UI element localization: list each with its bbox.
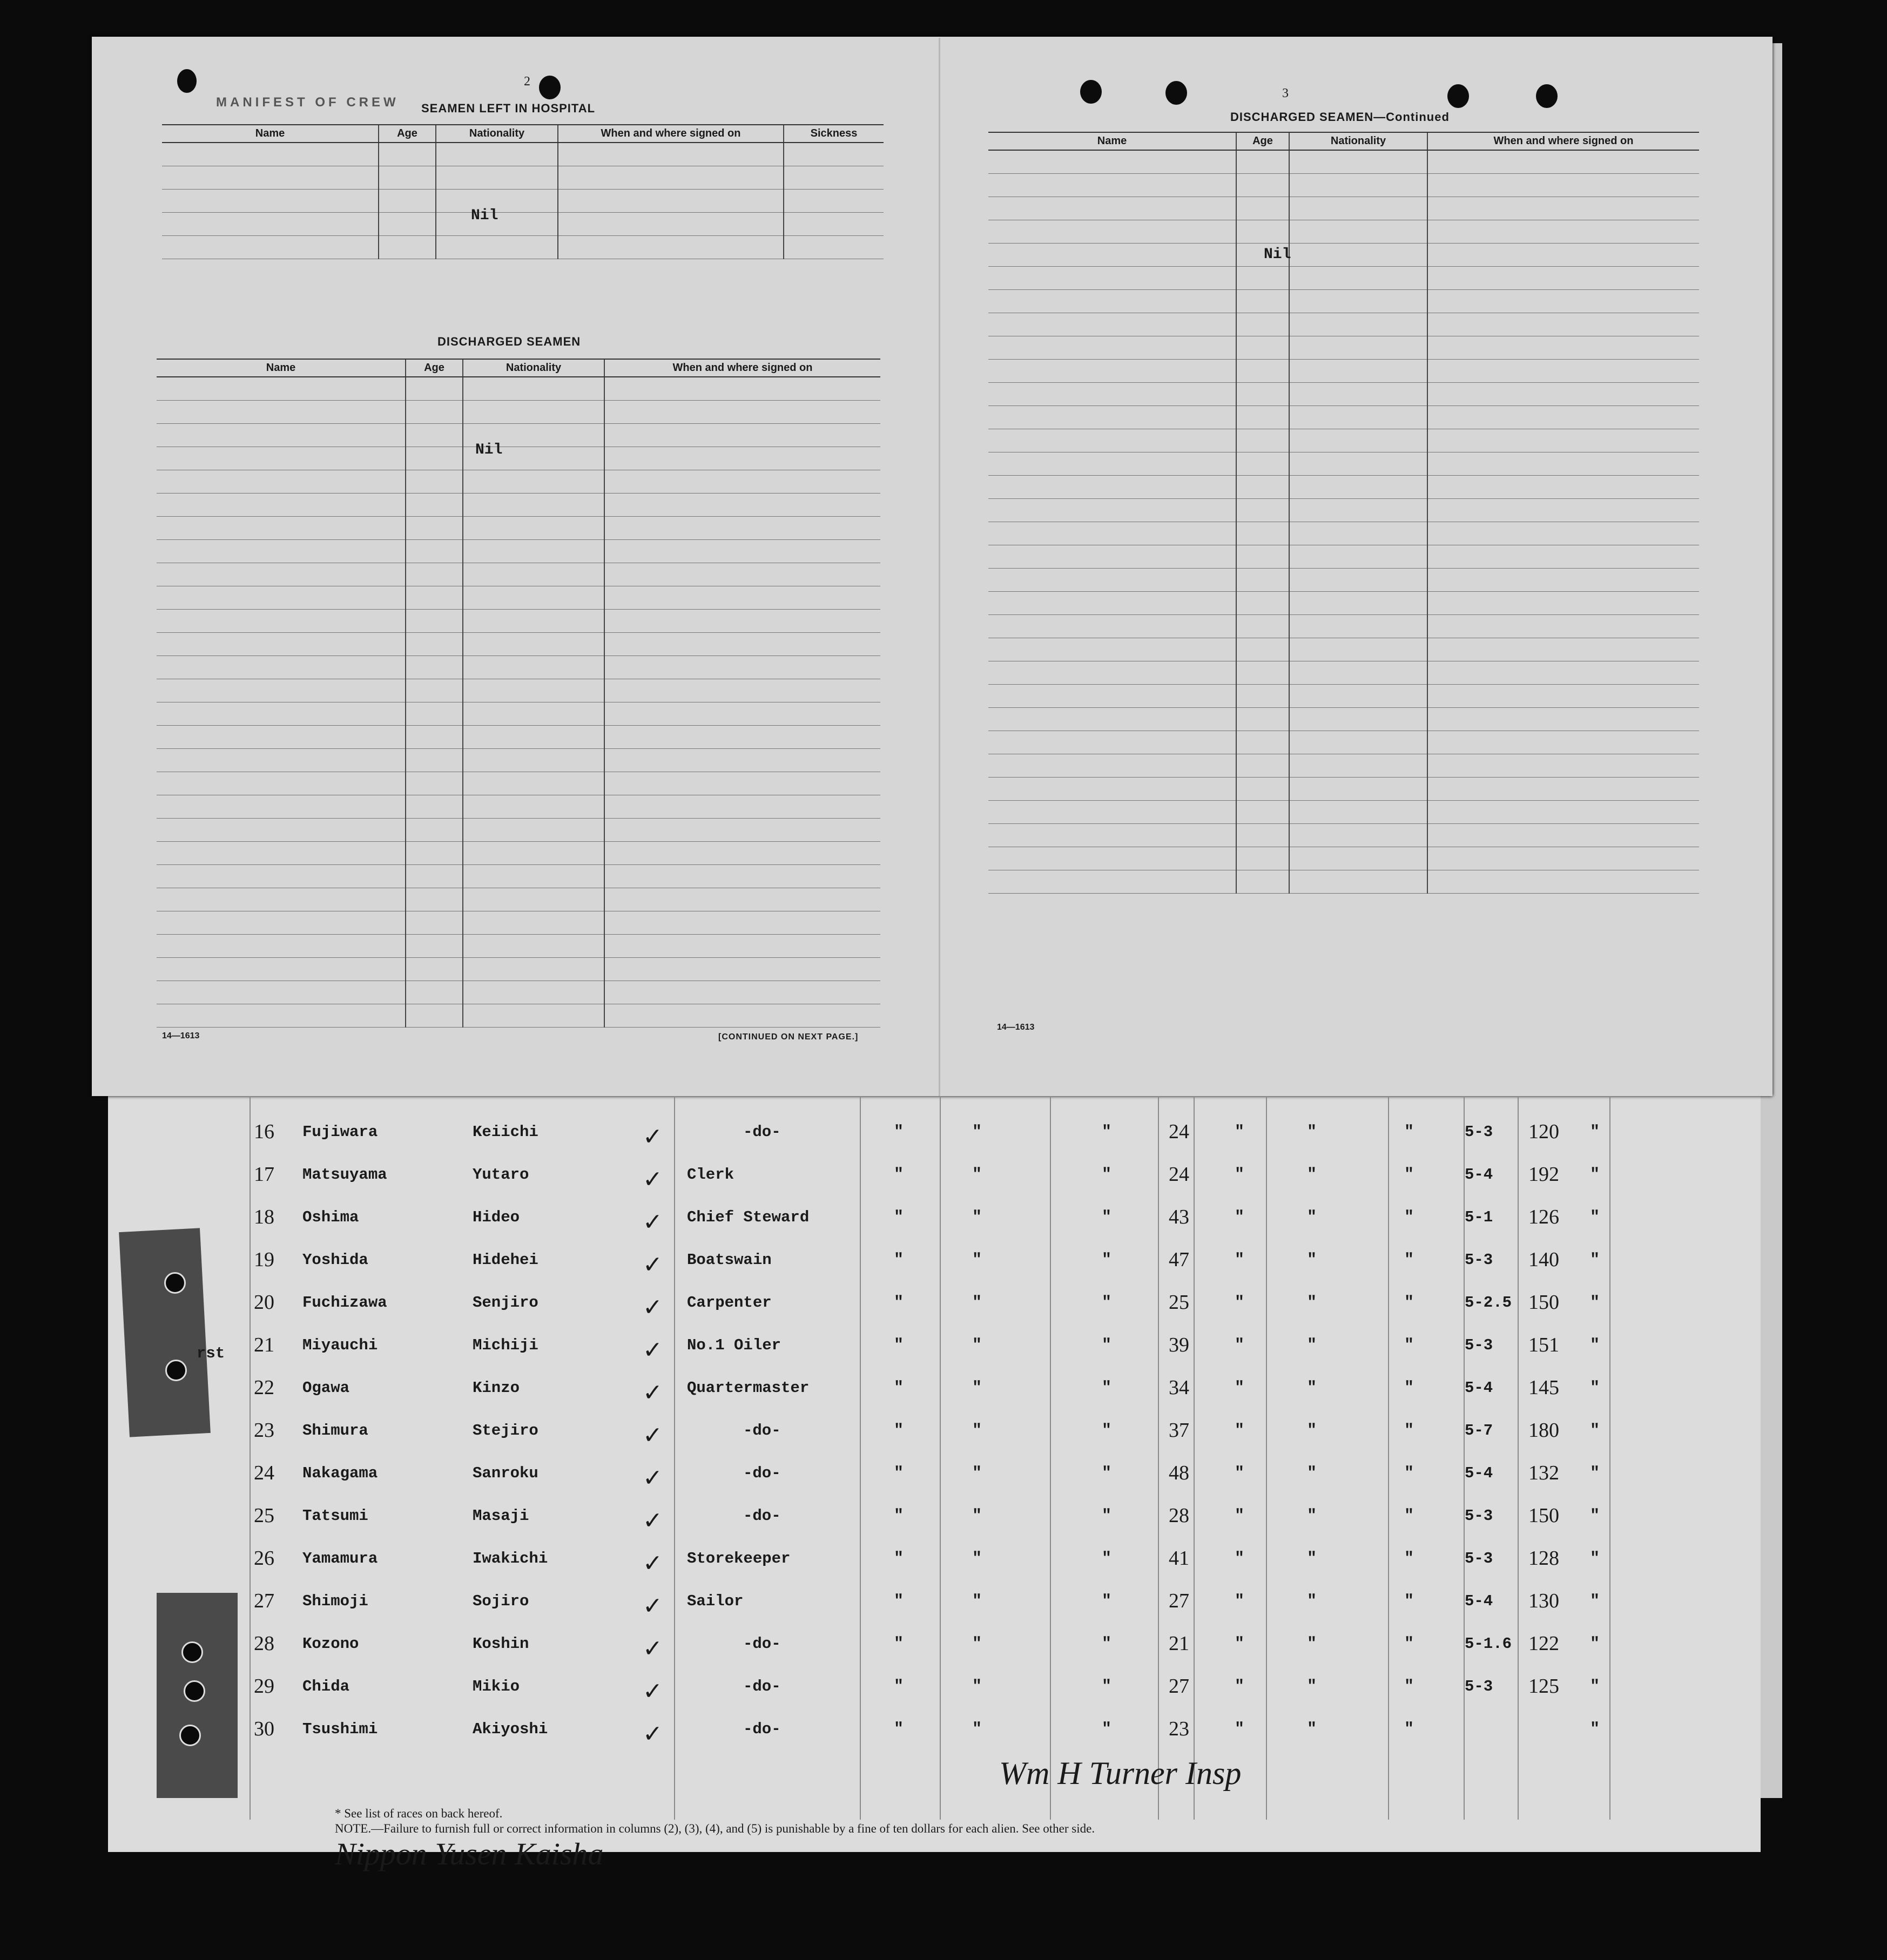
cell-height: 5-2.5 — [1465, 1294, 1512, 1312]
ditto-mark-icon: " — [894, 1550, 904, 1568]
ditto-mark-icon: " — [1307, 1507, 1317, 1525]
cell-age: 48 — [1169, 1462, 1189, 1484]
table-row — [0, 1592, 1728, 1625]
ditto-mark-icon: " — [972, 1294, 982, 1312]
ditto-mark-icon: " — [894, 1379, 904, 1397]
column-rule — [1518, 1096, 1519, 1820]
ditto-mark-icon: " — [972, 1123, 982, 1141]
ditto-mark-icon: " — [1235, 1123, 1245, 1141]
ditto-mark-icon: " — [1235, 1422, 1245, 1440]
ditto-mark-icon: " — [1404, 1166, 1414, 1184]
cell-height: 5-4 — [1465, 1379, 1493, 1397]
table-row — [0, 1376, 1728, 1411]
ditto-mark-icon: " — [1307, 1336, 1317, 1355]
check-mark-icon: ✓ — [643, 1422, 663, 1449]
ditto-mark-icon: " — [1235, 1336, 1245, 1355]
check-mark-icon: ✓ — [643, 1465, 663, 1491]
cell-given: Yutaro — [473, 1166, 529, 1184]
cell-surname: Fuchizawa — [302, 1294, 387, 1312]
cell-no: 30 — [254, 1718, 274, 1740]
footnote-note: NOTE.—Failure to furnish full or correct information in columns (2), (3), (4), and (5) is punishable by a fine of ten dollars for each alien. See other side. — [335, 1822, 1095, 1835]
col-header-age: Age — [1236, 132, 1289, 150]
ditto-mark-icon: " — [1102, 1251, 1112, 1269]
table-row — [0, 1120, 1728, 1155]
table-row — [0, 1675, 1728, 1710]
cell-age: 27 — [1169, 1590, 1189, 1612]
cell-weight: 132 — [1528, 1462, 1559, 1484]
ditto-mark-icon: " — [1590, 1507, 1600, 1525]
ditto-mark-icon: " — [1590, 1678, 1600, 1696]
ditto-mark-icon: " — [1307, 1166, 1317, 1184]
cell-no: 21 — [254, 1334, 274, 1356]
column-rule — [1158, 1096, 1159, 1820]
ditto-mark-icon: " — [894, 1507, 904, 1525]
ditto-mark-icon: " — [1404, 1251, 1414, 1269]
ditto-mark-icon: " — [1102, 1464, 1112, 1483]
ditto-mark-icon: " — [1102, 1422, 1112, 1440]
ditto-mark-icon: " — [1590, 1422, 1600, 1440]
cell-age: 47 — [1169, 1248, 1189, 1271]
cell-height: 5-3 — [1465, 1507, 1493, 1525]
ditto-mark-icon: " — [1235, 1678, 1245, 1696]
ditto-mark-icon: " — [894, 1294, 904, 1312]
cell-weight: 180 — [1528, 1419, 1559, 1442]
cell-no: 17 — [254, 1163, 274, 1186]
ditto-mark-icon: " — [894, 1422, 904, 1440]
check-mark-icon: ✓ — [643, 1550, 663, 1577]
ditto-mark-icon: " — [894, 1720, 904, 1739]
ditto-mark-icon: " — [972, 1635, 982, 1653]
punch-hole — [539, 76, 561, 99]
page-number: 3 — [1282, 86, 1289, 100]
ditto-mark-icon: " — [894, 1123, 904, 1141]
ditto-mark-icon: " — [1590, 1464, 1600, 1483]
cell-position: -do- — [743, 1720, 781, 1738]
ditto-mark-icon: " — [1102, 1592, 1112, 1611]
hospital-section-title: SEAMEN LEFT IN HOSPITAL — [421, 102, 596, 115]
ditto-mark-icon: " — [972, 1592, 982, 1611]
ditto-mark-icon: " — [1590, 1592, 1600, 1611]
cell-surname: Ogawa — [302, 1379, 350, 1397]
cell-surname: Chida — [302, 1678, 350, 1695]
ditto-mark-icon: " — [894, 1592, 904, 1611]
table-row — [0, 1163, 1728, 1198]
cell-weight: 126 — [1528, 1206, 1559, 1228]
ditto-mark-icon: " — [1404, 1294, 1414, 1312]
cell-age: 39 — [1169, 1334, 1189, 1356]
ditto-mark-icon: " — [1307, 1422, 1317, 1440]
cell-height: 5-1 — [1465, 1208, 1493, 1226]
table-row — [0, 1547, 1728, 1582]
cell-surname: Tsushimi — [302, 1720, 378, 1738]
ditto-mark-icon: " — [1102, 1336, 1112, 1355]
table-row — [0, 1336, 1728, 1369]
cell-no: 27 — [254, 1590, 274, 1612]
crossed-out-header: MANIFEST OF CREW — [216, 95, 399, 110]
col-header-name: Name — [157, 359, 406, 377]
ditto-mark-icon: " — [1102, 1507, 1112, 1525]
cell-no: 26 — [254, 1547, 274, 1570]
cell-surname: Tatsumi — [302, 1507, 368, 1525]
discharged-table — [157, 359, 880, 1028]
col-header-age: Age — [406, 359, 463, 377]
cell-weight: 122 — [1528, 1632, 1559, 1655]
ditto-mark-icon: " — [1102, 1635, 1112, 1653]
col-header-name: Name — [988, 132, 1236, 150]
ditto-mark-icon: " — [972, 1550, 982, 1568]
discharged-continued-title: DISCHARGED SEAMEN—Continued — [1230, 110, 1450, 124]
ditto-mark-icon: " — [1404, 1422, 1414, 1440]
cell-weight: 192 — [1528, 1163, 1559, 1186]
discharged-continued-nil-entry: Nil — [1264, 246, 1291, 263]
table-row — [0, 1504, 1728, 1539]
punch-hole — [177, 69, 197, 93]
check-mark-icon: ✓ — [643, 1294, 663, 1321]
check-mark-icon: ✓ — [643, 1166, 663, 1193]
cell-age: 25 — [1169, 1291, 1189, 1314]
ditto-mark-icon: " — [894, 1336, 904, 1355]
cell-height: 5-4 — [1465, 1166, 1493, 1184]
ditto-mark-icon: " — [894, 1166, 904, 1184]
ditto-mark-icon: " — [1307, 1720, 1317, 1739]
cell-surname: Kozono — [302, 1635, 359, 1653]
cell-age: 37 — [1169, 1419, 1189, 1442]
cell-position: Chief Steward — [687, 1208, 810, 1226]
ditto-mark-icon: " — [1102, 1166, 1112, 1184]
cell-position: Boatswain — [687, 1251, 772, 1269]
table-row — [0, 1464, 1728, 1497]
cell-age: 43 — [1169, 1206, 1189, 1228]
discharged-section-title: DISCHARGED SEAMEN — [437, 335, 581, 348]
ditto-mark-icon: " — [1404, 1464, 1414, 1483]
ditto-mark-icon: " — [972, 1166, 982, 1184]
column-rule — [1388, 1096, 1389, 1820]
ditto-mark-icon: " — [1404, 1379, 1414, 1397]
col-header-nationality: Nationality — [1289, 132, 1427, 150]
cell-surname: Matsuyama — [302, 1166, 387, 1184]
cell-surname: Miyauchi — [302, 1336, 378, 1354]
cell-height: 5-3 — [1465, 1678, 1493, 1695]
punch-hole — [1080, 80, 1102, 104]
ditto-mark-icon: " — [1307, 1464, 1317, 1483]
cell-weight: 151 — [1528, 1334, 1559, 1356]
cell-weight: 145 — [1528, 1376, 1559, 1399]
cell-height: 5-3 — [1465, 1336, 1493, 1354]
cell-position: Quartermaster — [687, 1379, 810, 1397]
cell-no: 20 — [254, 1291, 274, 1314]
check-mark-icon: ✓ — [643, 1252, 663, 1278]
table-row — [0, 1632, 1728, 1667]
cell-weight: 128 — [1528, 1547, 1559, 1570]
ditto-mark-icon: " — [1235, 1592, 1245, 1611]
cell-surname: Oshima — [302, 1208, 359, 1226]
cell-no: 29 — [254, 1675, 274, 1698]
cell-no: 19 — [254, 1248, 274, 1271]
continued-note: [CONTINUED ON NEXT PAGE.] — [718, 1032, 859, 1042]
cell-given: Mikio — [473, 1678, 520, 1695]
cell-given: Koshin — [473, 1635, 529, 1653]
ditto-mark-icon: " — [1235, 1208, 1245, 1227]
ditto-mark-icon: " — [1307, 1592, 1317, 1611]
cell-height: 5-1.6 — [1465, 1635, 1512, 1653]
check-mark-icon: ✓ — [643, 1209, 663, 1235]
ditto-mark-icon: " — [1235, 1379, 1245, 1397]
cell-weight: 125 — [1528, 1675, 1559, 1698]
cell-age: 41 — [1169, 1547, 1189, 1570]
cell-surname: Yamamura — [302, 1550, 378, 1567]
ditto-mark-icon: " — [1590, 1294, 1600, 1312]
ditto-mark-icon: " — [972, 1678, 982, 1696]
ditto-mark-icon: " — [1590, 1336, 1600, 1355]
page-number: 2 — [524, 75, 530, 89]
col-header-age: Age — [379, 125, 436, 143]
cell-position: -do- — [743, 1635, 781, 1653]
punch-hole — [1165, 81, 1187, 105]
cell-height: 5-3 — [1465, 1550, 1493, 1567]
cell-no: 24 — [254, 1462, 274, 1484]
ditto-mark-icon: " — [1404, 1208, 1414, 1227]
ditto-mark-icon: " — [1404, 1507, 1414, 1525]
check-mark-icon: ✓ — [643, 1593, 663, 1619]
cell-no: 16 — [254, 1120, 274, 1143]
column-rule — [1050, 1096, 1051, 1820]
check-mark-icon: ✓ — [643, 1380, 663, 1406]
ditto-mark-icon: " — [1404, 1123, 1414, 1141]
cell-position: -do- — [743, 1464, 781, 1482]
cell-weight: 150 — [1528, 1504, 1559, 1527]
cell-given: Kinzo — [473, 1379, 520, 1397]
ditto-mark-icon: " — [1102, 1678, 1112, 1696]
cell-position: Sailor — [687, 1592, 744, 1610]
cell-given: Masaji — [473, 1507, 529, 1525]
ditto-mark-icon: " — [1235, 1251, 1245, 1269]
cell-position: No.1 Oiler — [687, 1336, 781, 1354]
cell-weight: 120 — [1528, 1120, 1559, 1143]
cell-height: 5-7 — [1465, 1422, 1493, 1439]
table-row — [0, 1720, 1728, 1753]
col-header-name: Name — [162, 125, 379, 143]
ditto-mark-icon: " — [1404, 1720, 1414, 1739]
ditto-mark-icon: " — [1235, 1720, 1245, 1739]
ditto-mark-icon: " — [1102, 1550, 1112, 1568]
cell-surname: Shimura — [302, 1422, 368, 1439]
check-mark-icon: ✓ — [643, 1337, 663, 1363]
col-header-signed-on: When and where signed on — [558, 125, 784, 143]
ditto-mark-icon: " — [972, 1251, 982, 1269]
ditto-mark-icon: " — [1590, 1251, 1600, 1269]
ditto-mark-icon: " — [1307, 1251, 1317, 1269]
cell-given: Hideo — [473, 1208, 520, 1226]
cell-age: 27 — [1169, 1675, 1189, 1698]
ditto-mark-icon: " — [1404, 1635, 1414, 1653]
cell-given: Sojiro — [473, 1592, 529, 1610]
ditto-mark-icon: " — [1235, 1294, 1245, 1312]
hospital-table — [162, 124, 884, 259]
ditto-mark-icon: " — [1590, 1123, 1600, 1141]
punch-hole — [1536, 84, 1558, 108]
cell-height: 5-4 — [1465, 1464, 1493, 1482]
col-header-signed-on: When and where signed on — [1427, 132, 1699, 150]
ditto-mark-icon: " — [1404, 1550, 1414, 1568]
ditto-mark-icon: " — [1235, 1507, 1245, 1525]
cell-position: -do- — [743, 1422, 781, 1439]
column-rule — [674, 1096, 675, 1820]
check-mark-icon: ✓ — [643, 1508, 663, 1534]
ditto-mark-icon: " — [1590, 1635, 1600, 1653]
ditto-mark-icon: " — [1235, 1464, 1245, 1483]
company-signature: Nippon Yusen Kaisha — [335, 1836, 604, 1871]
check-mark-icon: ✓ — [643, 1635, 663, 1662]
cell-age: 28 — [1169, 1504, 1189, 1527]
ditto-mark-icon: " — [1307, 1550, 1317, 1568]
cell-no: 22 — [254, 1376, 274, 1399]
form-number: 14—1613 — [997, 1023, 1035, 1032]
column-rule — [860, 1096, 861, 1820]
ditto-mark-icon: " — [1307, 1635, 1317, 1653]
ditto-mark-icon: " — [1102, 1208, 1112, 1227]
cell-weight: 150 — [1528, 1291, 1559, 1314]
ditto-mark-icon: " — [972, 1422, 982, 1440]
ditto-mark-icon: " — [1102, 1379, 1112, 1397]
cell-surname: Nakagama — [302, 1464, 378, 1482]
ditto-mark-icon: " — [972, 1720, 982, 1739]
hospital-nil-entry: Nil — [471, 207, 498, 224]
col-header-signed-on: When and where signed on — [604, 359, 880, 377]
ditto-mark-icon: " — [1404, 1592, 1414, 1611]
col-header-nationality: Nationality — [436, 125, 558, 143]
ditto-mark-icon: " — [1102, 1720, 1112, 1739]
cell-height: 5-3 — [1465, 1251, 1493, 1269]
table-row — [0, 1291, 1728, 1326]
ditto-mark-icon: " — [1307, 1379, 1317, 1397]
cell-age: 21 — [1169, 1632, 1189, 1655]
cell-given: Keiichi — [473, 1123, 538, 1141]
cell-position: -do- — [743, 1507, 781, 1525]
cell-given: Michiji — [473, 1336, 538, 1354]
ditto-mark-icon: " — [894, 1208, 904, 1227]
cell-surname: Yoshida — [302, 1251, 368, 1269]
cell-no: 25 — [254, 1504, 274, 1527]
inspector-signature: Wm H Turner Insp — [999, 1755, 1242, 1791]
cell-position: -do- — [743, 1123, 781, 1141]
column-rule — [1609, 1096, 1610, 1820]
cell-no: 18 — [254, 1206, 274, 1228]
check-mark-icon: ✓ — [643, 1124, 663, 1150]
ditto-mark-icon: " — [972, 1507, 982, 1525]
column-rule — [1464, 1096, 1465, 1820]
punch-hole — [1447, 84, 1469, 108]
ditto-mark-icon: " — [894, 1251, 904, 1269]
cell-position: Storekeeper — [687, 1550, 791, 1567]
cell-given: Stejiro — [473, 1422, 538, 1439]
cell-surname: Shimoji — [302, 1592, 368, 1610]
discharged-nil-entry: Nil — [475, 442, 503, 458]
table-row — [0, 1208, 1728, 1241]
cell-no: 23 — [254, 1419, 274, 1442]
ditto-mark-icon: " — [1102, 1294, 1112, 1312]
check-mark-icon: ✓ — [643, 1678, 663, 1705]
column-rule — [1266, 1096, 1267, 1820]
ditto-mark-icon: " — [1307, 1678, 1317, 1696]
ditto-mark-icon: " — [972, 1336, 982, 1355]
col-header-sickness: Sickness — [784, 125, 884, 143]
ditto-mark-icon: " — [1235, 1166, 1245, 1184]
ditto-mark-icon: " — [972, 1208, 982, 1227]
column-rule — [940, 1096, 941, 1820]
cell-height: 5-3 — [1465, 1123, 1493, 1141]
check-mark-icon: ✓ — [643, 1721, 663, 1747]
cell-position: -do- — [743, 1678, 781, 1695]
table-row — [0, 1248, 1728, 1283]
ditto-mark-icon: " — [1590, 1550, 1600, 1568]
table-row — [0, 1419, 1728, 1454]
cell-height: 5-4 — [1465, 1592, 1493, 1610]
cell-weight: 130 — [1528, 1590, 1559, 1612]
cell-surname: Fujiwara — [302, 1123, 378, 1141]
col-header-nationality: Nationality — [463, 359, 604, 377]
ditto-mark-icon: " — [1102, 1123, 1112, 1141]
column-rule — [1194, 1096, 1195, 1820]
ditto-mark-icon: " — [1590, 1379, 1600, 1397]
ditto-mark-icon: " — [894, 1464, 904, 1483]
cell-position: Clerk — [687, 1166, 734, 1184]
ditto-mark-icon: " — [1307, 1294, 1317, 1312]
column-rule — [250, 1096, 251, 1820]
cell-position: Carpenter — [687, 1294, 772, 1312]
ditto-mark-icon: " — [1404, 1678, 1414, 1696]
cell-age: 24 — [1169, 1163, 1189, 1186]
discharged-continued-table — [988, 132, 1699, 894]
ditto-mark-icon: " — [972, 1464, 982, 1483]
cell-given: Senjiro — [473, 1294, 538, 1312]
ditto-mark-icon: " — [972, 1379, 982, 1397]
cell-age: 34 — [1169, 1376, 1189, 1399]
page-fold — [939, 38, 940, 1096]
ditto-mark-icon: " — [1307, 1123, 1317, 1141]
cell-given: Sanroku — [473, 1464, 538, 1482]
form-number: 14—1613 — [162, 1031, 200, 1040]
ditto-mark-icon: " — [1590, 1208, 1600, 1227]
ditto-mark-icon: " — [1307, 1208, 1317, 1227]
cell-given: Hidehei — [473, 1251, 538, 1269]
cell-age: 24 — [1169, 1120, 1189, 1143]
cell-weight: 140 — [1528, 1248, 1559, 1271]
ditto-mark-icon: " — [1590, 1166, 1600, 1184]
cell-no: 28 — [254, 1632, 274, 1655]
ditto-mark-icon: " — [1235, 1635, 1245, 1653]
ditto-mark-icon: " — [894, 1678, 904, 1696]
ditto-mark-icon: " — [1590, 1720, 1600, 1739]
cell-given: Akiyoshi — [473, 1720, 548, 1738]
ditto-mark-icon: " — [1404, 1336, 1414, 1355]
ditto-mark-icon: " — [1235, 1550, 1245, 1568]
footnote-races: * See list of races on back hereof. — [335, 1807, 503, 1820]
cell-given: Iwakichi — [473, 1550, 548, 1567]
ditto-mark-icon: " — [894, 1635, 904, 1653]
cell-age: 23 — [1169, 1718, 1189, 1740]
